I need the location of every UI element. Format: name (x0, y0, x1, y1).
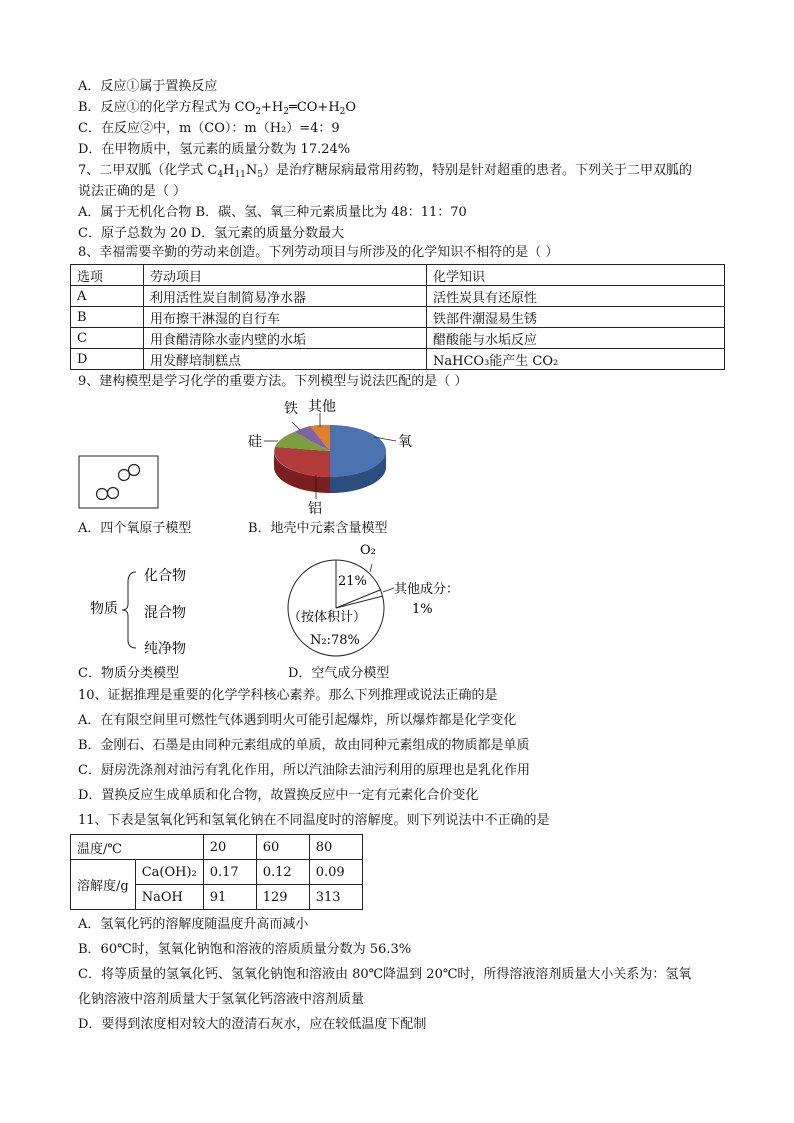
table-cell: 醋酸能与水垢反应 (427, 328, 725, 349)
table-header: 劳动项目 (144, 265, 427, 286)
air-other-label: 其他成分： (394, 582, 460, 597)
table-row (71, 860, 363, 885)
table-cell: NaHCO₃能产生 CO₂ (427, 349, 725, 370)
air-o2-label: O₂ (360, 543, 376, 558)
pie-label-oxygen: 氧 (398, 434, 412, 450)
q11-solubility-table (70, 834, 363, 910)
table-cell: 用食醋清除水壶内壁的水垢 (144, 328, 427, 349)
q11-option-a: A．氢氧化钙的溶解度随温度升高而减小 (78, 917, 309, 932)
classification-model (80, 560, 200, 660)
q6-option-d: D．在甲物质中，氢元素的质量分数为 17.24% (78, 142, 351, 157)
pie-label-iron: 铁 (284, 401, 298, 417)
table-cell: 0.12 (256, 860, 309, 885)
pie-label-aluminum: 铝 (308, 501, 322, 515)
table-cell: 129 (256, 885, 309, 910)
table-cell: 80 (309, 835, 362, 860)
table-cell: D (71, 349, 144, 370)
air-n2-label: N₂:78% (310, 633, 360, 648)
class-root: 物质 (90, 601, 118, 617)
atom-circle (129, 465, 140, 476)
air-o2-pct: 21% (338, 574, 367, 589)
table-header: 温度/℃ (71, 835, 204, 860)
table-cell: 铁部件潮湿易生锈 (427, 307, 725, 328)
atom-circle (108, 488, 119, 499)
table-cell: 313 (309, 885, 362, 910)
table-header: 溶解度/g (71, 860, 136, 910)
table-cell: A (71, 286, 144, 307)
pie-label-silicon: 硅 (248, 434, 262, 450)
air-composition-model (284, 540, 464, 665)
q9-option-d: D．空气成分模型 (288, 666, 390, 681)
pie-label-other: 其他 (308, 399, 336, 415)
table-cell: NaOH (135, 885, 203, 910)
q6-option-a: A．反应①属于置换反应 (78, 79, 218, 94)
table-cell: 利用活性炭自制简易净水器 (144, 286, 427, 307)
q11-stem: 11、下表是氢氧化钙和氢氧化钠在不同温度时的溶解度。则下列说法中不正确的是 (78, 813, 550, 828)
oxygen-atoms-model (78, 455, 160, 510)
class-compound: 化合物 (144, 568, 186, 584)
table-row (71, 286, 725, 307)
atom-circle (119, 470, 130, 481)
table-cell: 0.17 (203, 860, 256, 885)
q8-table (70, 264, 725, 370)
table-cell: C (71, 328, 144, 349)
table-header: 化学知识 (427, 265, 725, 286)
q9-option-a: A．四个氧原子模型 (78, 521, 192, 536)
class-mixture: 混合物 (144, 605, 186, 621)
q6-option-c: C．在反应②中，m（CO）：m（H₂）=4：9 (78, 121, 340, 136)
table-cell: 用发酵培制糕点 (144, 349, 427, 370)
table-cell: 91 (203, 885, 256, 910)
table-row (71, 307, 725, 328)
class-pure: 纯净物 (144, 641, 186, 657)
q11-option-b: B．60℃时，氢氧化钠饱和溶液的溶质质量分数为 56.3% (78, 942, 412, 957)
table-cell: 活性炭具有还原性 (427, 286, 725, 307)
table-row (71, 835, 363, 860)
q9-option-c: C．物质分类模型 (78, 666, 179, 681)
q11-option-c-cont: 化钠溶液中溶剂质量大于氢氧化钙溶液中溶剂质量 (78, 992, 365, 1007)
table-cell: Ca(OH)₂ (135, 860, 203, 885)
q7-stem-cont: 说法正确的是（ ） (78, 184, 187, 199)
atom-circle (97, 489, 108, 500)
table-cell: 用布擦干淋湿的自行车 (144, 307, 427, 328)
q11-option-d: D．要得到浓度相对较大的澄清石灰水，应在较低温度下配制 (78, 1017, 427, 1032)
air-note: （按体积计） (288, 610, 367, 625)
q10-option-c: C．厨房洗涤剂对油污有乳化作用，所以汽油除去油污利用的原理也是乳化作用 (78, 763, 530, 778)
q9-stem: 9、建构模型是学习化学的重要方法。下列模型与说法匹配的是（ ） (78, 374, 468, 389)
q11-option-c: C．将等质量的氢氧化钙、氢氧化钠饱和溶液由 80℃降温到 20℃时，所得溶液溶剂质量大小关系为：氢氧 (78, 967, 692, 982)
q6-option-b: B．反应①的化学方程式为 $CO_2+H_2═CO+H_2O$ (78, 100, 357, 117)
q10-option-a: A．在有限空间里可燃性气体遇到明火可能引起爆炸，所以爆炸都是化学变化 (78, 713, 517, 728)
crust-elements-pie-chart (244, 395, 424, 515)
air-other-pct: 1% (412, 602, 433, 617)
q7-options-ab: A．属于无机化合物 B．碳、氢、氧三种元素质量比为 48：11：70 (78, 205, 467, 220)
table-cell: 20 (203, 835, 256, 860)
q10-stem: 10、证据推理是重要的化学学科核心素养。那么下列推理或说法正确的是 (78, 688, 498, 703)
q7-options-cd: C．原子总数为 20 D．氢元素的质量分数最大 (78, 226, 345, 241)
table-row (71, 349, 725, 370)
q9-option-b: B．地壳中元素含量模型 (248, 521, 388, 536)
q10-option-b: B．金刚石、石墨是由同种元素组成的单质，故由同种元素组成的物质都是单质 (78, 738, 530, 753)
table-cell: 60 (256, 835, 309, 860)
table-cell: 0.09 (309, 860, 362, 885)
q7-stem: 7、二甲双胍（化学式 $C_4H_{11}N_5$）是治疗糖尿病最常用药物，特别是针对超重的患者。下列关于二甲双胍的 (78, 163, 693, 180)
table-row (71, 328, 725, 349)
q8-stem: 8、幸福需要辛勤的劳动来创造。下列劳动项目与所涉及的化学知识不相符的是（ ） (78, 245, 559, 260)
table-header-row (71, 265, 725, 286)
table-header: 选项 (71, 265, 144, 286)
table-cell: B (71, 307, 144, 328)
q10-option-d: D．置换反应生成单质和化合物，故置换反应中一定有元素化合价变化 (78, 788, 479, 803)
